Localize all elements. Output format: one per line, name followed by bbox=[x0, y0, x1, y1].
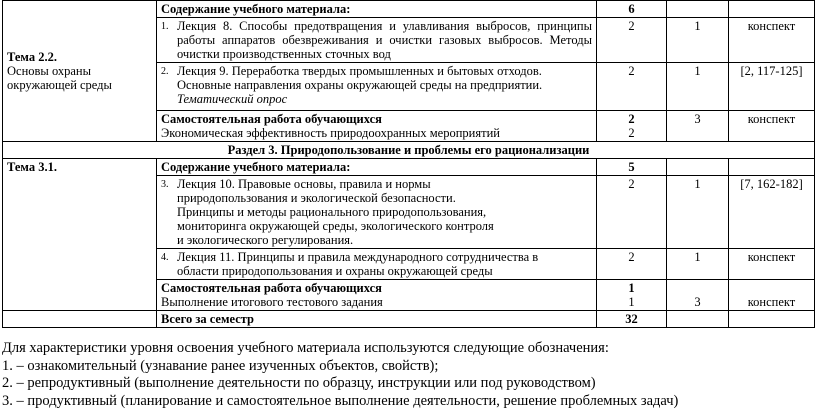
table-row bbox=[3, 142, 815, 159]
self-work-level: 3 bbox=[667, 111, 729, 142]
topic-title: Тема 2.2. bbox=[7, 50, 152, 64]
lecture-hours: 2 bbox=[597, 176, 667, 249]
lecture-level: 1 bbox=[667, 18, 729, 63]
lecture-text: Лекция 9. Переработка твердых промышленных и бытовых отходов. Основные направления охраны окружающей среды на предприятии. bbox=[177, 64, 542, 92]
self-work-source: конспект bbox=[729, 280, 815, 311]
content-label: Содержание учебного материала: bbox=[157, 1, 597, 18]
topic-title: Тема 3.1. bbox=[7, 160, 152, 174]
empty-cell bbox=[667, 159, 729, 176]
lecture-source: [7, 162-182] bbox=[729, 176, 815, 249]
notes-item: 3. – продуктивный (планирование и самостоятельное выполнение деятельности, решение проблемных задач) bbox=[2, 393, 814, 410]
curriculum-table bbox=[2, 0, 815, 328]
self-work-cell bbox=[157, 111, 597, 142]
self-work-hours bbox=[597, 111, 667, 142]
empty-cell bbox=[3, 311, 157, 328]
self-work-hours bbox=[597, 280, 667, 311]
self-work-level: 3 bbox=[667, 280, 729, 311]
table-row bbox=[3, 159, 815, 176]
self-work-hours-item: 2 bbox=[601, 126, 662, 140]
empty-cell bbox=[729, 159, 815, 176]
lecture-source: конспект bbox=[729, 249, 815, 280]
content-hours: 6 bbox=[597, 1, 667, 18]
topic-subtitle: Основы охраны окружающей среды bbox=[7, 64, 152, 92]
lecture-cell bbox=[157, 249, 597, 280]
lecture-number: 3. bbox=[161, 177, 177, 247]
lecture-text: Лекция 8. Способы предотвращения и улавливания выбросов, принципы работы аппаратов обезвреживания и очистки газовых выбросов. Методы очистки производственных сточных вод bbox=[177, 19, 592, 61]
empty-cell bbox=[667, 1, 729, 18]
lecture-text: Лекция 10. Правовые основы, правила и нормы природопользования и экологической безопасности. Принципы и методы рационального природопользования, мониторинга окружающей среды, экологического контроля и экологического регулирования. bbox=[177, 177, 592, 247]
lecture-hours: 2 bbox=[597, 18, 667, 63]
self-work-source: конспект bbox=[729, 111, 815, 142]
content-label: Содержание учебного материала: bbox=[157, 159, 597, 176]
lecture-cell bbox=[157, 18, 597, 63]
lecture-assessment: Тематический опрос bbox=[177, 92, 287, 106]
empty-cell bbox=[667, 311, 729, 328]
lecture-number: 4. bbox=[161, 250, 177, 278]
lecture-level: 1 bbox=[667, 63, 729, 111]
self-work-hours-item: 1 bbox=[601, 295, 662, 309]
empty-cell bbox=[729, 1, 815, 18]
self-work-cell bbox=[157, 280, 597, 311]
topic-cell bbox=[3, 1, 157, 142]
content-hours: 5 bbox=[597, 159, 667, 176]
notes-item: 1. – ознакомительный (узнавание ранее изученных объектов, свойств); bbox=[2, 358, 814, 376]
lecture-hours: 2 bbox=[597, 63, 667, 111]
lecture-level: 1 bbox=[667, 249, 729, 280]
section-heading: Раздел 3. Природопользование и проблемы его рационализации bbox=[3, 142, 815, 159]
empty-cell bbox=[729, 311, 815, 328]
lecture-cell bbox=[157, 63, 597, 111]
notes-item: 2. – репродуктивный (выполнение деятельности по образцу, инструкции или под руководством) bbox=[2, 375, 814, 393]
lecture-source: [2, 117-125] bbox=[729, 63, 815, 111]
lecture-number: 1. bbox=[161, 19, 177, 61]
lecture-cell bbox=[157, 176, 597, 249]
self-work-text: Выполнение итогового тестового задания bbox=[161, 295, 592, 309]
self-work-label: Самостоятельная работа обучающихся bbox=[161, 112, 592, 126]
lecture-hours: 2 bbox=[597, 249, 667, 280]
total-hours: 32 bbox=[597, 311, 667, 328]
self-work-text: Экономическая эффективность природоохранных мероприятий bbox=[161, 126, 592, 140]
lecture-text: Лекция 11. Принципы и правила международного сотрудничества в области природопользования и охраны окружающей среды bbox=[177, 250, 592, 278]
lecture-number: 2. bbox=[161, 64, 177, 106]
total-label: Всего за семестр bbox=[157, 311, 597, 328]
self-work-label: Самостоятельная работа обучающихся bbox=[161, 281, 592, 295]
topic-cell bbox=[3, 159, 157, 311]
self-work-hours-total: 1 bbox=[601, 281, 662, 295]
notes-intro: Для характеристики уровня освоения учебного материала используются следующие обозначения: bbox=[2, 340, 814, 358]
table-row bbox=[3, 1, 815, 18]
self-work-hours-total: 2 bbox=[601, 112, 662, 126]
table-row bbox=[3, 311, 815, 328]
lecture-source: конспект bbox=[729, 18, 815, 63]
lecture-level: 1 bbox=[667, 176, 729, 249]
level-notes bbox=[2, 340, 814, 410]
